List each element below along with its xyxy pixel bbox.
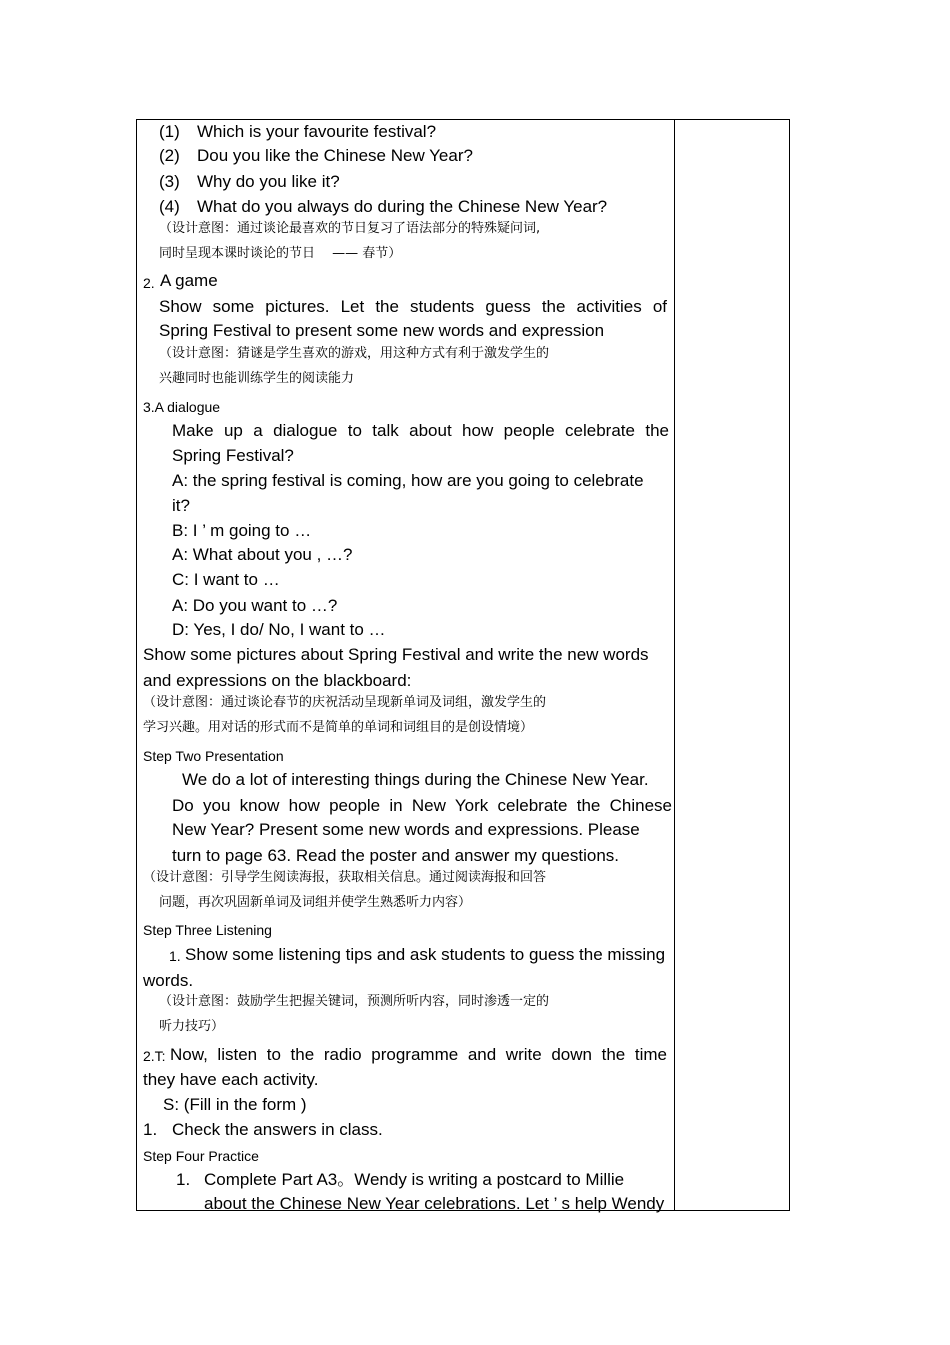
paragraph-line: New Year? Present some new words and expressions. Please	[172, 820, 640, 839]
design-note: （设计意图：猜谜是学生喜欢的游戏，用这种方式有利于激发学生的	[159, 346, 550, 361]
paragraph-line: Show some listening tips and ask students to guess the missing	[185, 945, 666, 964]
paragraph-line: S: (Fill in the form )	[163, 1095, 307, 1114]
design-note: 同时呈现本课时谈论的节日 —— 春节）	[159, 246, 402, 261]
question-text: Which is your favourite festival?	[197, 122, 437, 141]
dialogue-line: A: What about you , …?	[172, 545, 353, 564]
paragraph-line: Now, listen to the radio programme and write down the time	[170, 1045, 667, 1064]
paragraph-line: Complete Part A3。Wendy is writing a postcard to Millie	[204, 1170, 625, 1189]
dialogue-line: C: I want to …	[172, 570, 280, 589]
paragraph-line: Check the answers in class.	[172, 1120, 383, 1139]
dialogue-line: B: I ’ m going to …	[172, 521, 312, 540]
paragraph-line: Show some pictures about Spring Festival and write the new words	[143, 645, 649, 664]
table-column-divider	[674, 119, 675, 1211]
paragraph-line: We do a lot of interesting things during the Chinese New Year.	[182, 770, 649, 789]
paragraph-line: Spring Festival to present some new words and expression	[159, 321, 605, 340]
dialogue-line: A: the spring festival is coming, how are you going to celebrate	[172, 471, 644, 490]
dialogue-line: it?	[172, 496, 190, 515]
design-note: 问题，再次巩固新单词及词组并使学生熟悉听力内容）	[159, 895, 472, 910]
paragraph-line: about the Chinese New Year celebrations. Let ’ s help Wendy	[204, 1194, 665, 1213]
dialogue-line: Make up a dialogue to talk about how people celebrate the	[172, 421, 669, 440]
question-number: (2)	[159, 146, 180, 165]
paragraph-line: Do you know how people in New York celebrate the Chinese	[172, 796, 672, 815]
section-heading: 3.A dialogue	[143, 399, 221, 415]
question-number: (1)	[159, 122, 180, 141]
item-number: 2.	[143, 275, 155, 291]
design-note: （设计意图：鼓励学生把握关键词，预测所听内容，同时渗透一定的	[159, 994, 550, 1009]
design-note: 兴趣同时也能训练学生的阅读能力	[159, 371, 355, 386]
step-heading: Step Four Practice	[143, 1148, 259, 1164]
dialogue-line: D: Yes, I do/ No, I want to …	[172, 620, 386, 639]
item-number: 2.T:	[143, 1048, 166, 1064]
question-text: Why do you like it?	[197, 172, 340, 191]
item-number: 1.	[176, 1170, 191, 1189]
item-number: 1.	[143, 1120, 158, 1139]
paragraph-line: turn to page 63. Read the poster and answer my questions.	[172, 846, 619, 865]
item-number: 1.	[169, 948, 181, 964]
question-number: (4)	[159, 197, 180, 216]
question-text: What do you always do during the Chinese New Year?	[197, 197, 608, 216]
design-note: 听力技巧）	[159, 1019, 225, 1034]
design-note: （设计意图：通过谈论最喜欢的节日复习了语法部分的特殊疑问词,	[159, 221, 541, 236]
paragraph-line: words.	[143, 971, 194, 990]
paragraph-line: they have each activity.	[143, 1070, 319, 1089]
paragraph-line: and expressions on the blackboard:	[143, 671, 412, 690]
design-note: （设计意图：通过谈论春节的庆祝活动呈现新单词及词组，激发学生的	[143, 695, 547, 710]
dialogue-line: Spring Festival?	[172, 446, 294, 465]
section-heading: A game	[160, 271, 218, 290]
design-note: （设计意图：引导学生阅读海报，获取相关信息。通过阅读海报和回答	[143, 870, 547, 885]
question-number: (3)	[159, 172, 180, 191]
step-heading: Step Three Listening	[143, 922, 272, 938]
dialogue-line: A: Do you want to …?	[172, 596, 338, 615]
step-heading: Step Two Presentation	[143, 748, 284, 764]
question-text: Dou you like the Chinese New Year?	[197, 146, 473, 165]
design-note: 学习兴趣。用对话的形式而不是简单的单词和词组目的是创设情境）	[143, 720, 534, 735]
paragraph-line: Show some pictures. Let the students guess the activities of	[159, 297, 667, 316]
